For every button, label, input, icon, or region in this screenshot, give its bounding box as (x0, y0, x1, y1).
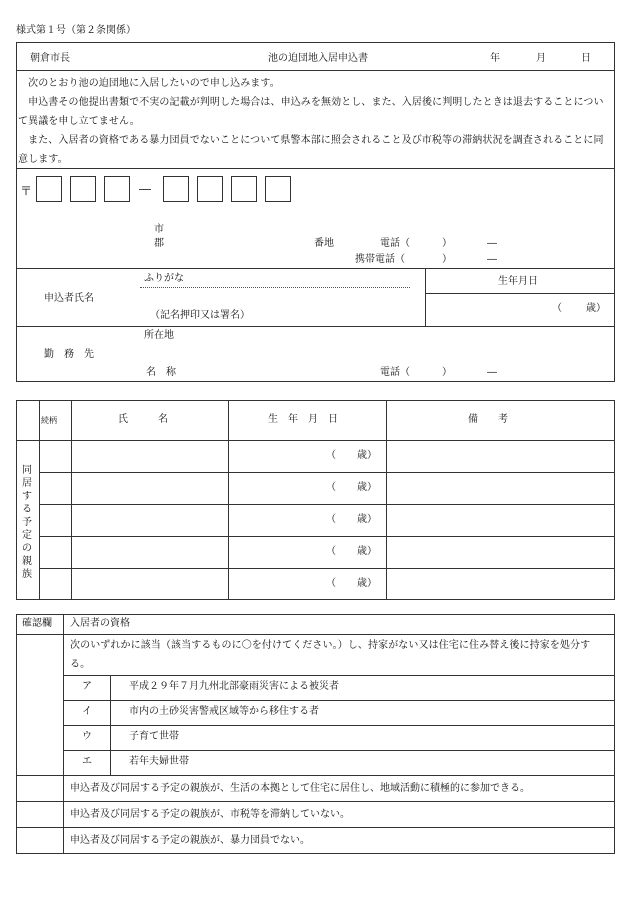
city-label: 市 (154, 224, 164, 235)
postal-digit-5[interactable] (197, 176, 223, 202)
postal-digit-2[interactable] (70, 176, 96, 202)
header-birthdate: 生 年 月 日 (268, 414, 338, 425)
family-side-label: 同居する予定の親族 (22, 465, 32, 580)
workplace-phone-label: 電話（ (380, 367, 410, 378)
option-mark: ウ (82, 731, 92, 742)
family-age-label: 歳） (357, 578, 377, 589)
phone-dash: ― (487, 238, 497, 249)
mobile-dash: ― (487, 254, 497, 265)
family-age-open: （ (326, 578, 336, 589)
option-mark: ア (82, 681, 92, 692)
date-year-label: 年 (490, 53, 500, 64)
family-age-label: 歳） (357, 514, 377, 525)
mobile-close: ） (442, 254, 452, 265)
furigana-label: ふりがな (144, 273, 184, 284)
condition-residence: 申込者及び同居する予定の親族が、生活の本拠として住宅に居住し、地域活動に積極的に参加できる。 (70, 783, 530, 794)
workplace-name-label: 名 称 (146, 367, 176, 378)
qualification-header: 入居者の資格 (70, 618, 130, 629)
option-text: 市内の土砂災害警戒区域等から移住する者 (129, 706, 319, 717)
form-title: 池の迫団地入居申込書 (268, 53, 368, 64)
workplace-label: 勤 務 先 (44, 349, 94, 360)
postal-digit-6[interactable] (231, 176, 257, 202)
family-age-open: （ (326, 450, 336, 461)
option-mark: イ (82, 706, 92, 717)
check-column-header: 確認欄 (22, 618, 52, 629)
date-month-label: 月 (536, 53, 546, 64)
workplace-phone-close: ） (442, 367, 452, 378)
applicant-age-label: 歳） (586, 303, 606, 314)
date-day-label: 日 (581, 53, 591, 64)
applicant-age-open: （ (552, 303, 562, 314)
workplace-location-label: 所在地 (144, 330, 174, 341)
seal-note: （記名押印又は署名） (150, 310, 250, 321)
postal-mark: 〒 (20, 184, 33, 198)
family-age-label: 歳） (357, 482, 377, 493)
postal-digit-3[interactable] (104, 176, 130, 202)
declaration-line-2: 申込書その他提出書類で不実の記載が判明した場合は、申込みを無効とし、また、入居後に判明したときは退去することについて異議を申し立てません。 (18, 97, 604, 127)
condition-no-tax-arrears: 申込者及び同居する予定の親族が、市税等を滞納していない。 (70, 809, 350, 820)
condition-no-gang-member: 申込者及び同居する予定の親族が、暴力団員でない。 (70, 835, 310, 846)
county-label: 郡 (154, 238, 164, 249)
option-text: 子育て世帯 (129, 731, 179, 742)
phone-label: 電話（ (380, 238, 410, 249)
postal-digit-1[interactable] (36, 176, 62, 202)
mobile-label: 携帯電話（ (355, 254, 405, 265)
family-age-label: 歳） (357, 546, 377, 557)
family-age-open: （ (326, 482, 336, 493)
family-age-label: 歳） (357, 450, 377, 461)
option-text: 若年夫婦世帯 (129, 756, 189, 767)
birthdate-label: 生年月日 (498, 276, 538, 287)
header-relation: 続柄 (41, 416, 57, 425)
option-mark: エ (82, 756, 92, 767)
qualification-intro: 次のいずれかに該当（該当するものに〇を付けてください。）し、持家がない又は住宅に住み替え後に持家を処分する。 (70, 640, 591, 670)
declaration-line-3: また、入居者の資格である暴力団員でないことについて県警本部に照会されること及び市税等の滞納状況を調査されることに同意します。 (18, 135, 604, 165)
declaration-line-1: 次のとおり池の迫団地に入居したいので申し込みます。 (28, 78, 280, 89)
postal-digit-7[interactable] (265, 176, 291, 202)
option-text: 平成２９年７月九州北部豪雨災害による被災者 (129, 681, 339, 692)
declaration (18, 74, 612, 169)
header-name: 氏 名 (118, 414, 168, 425)
family-age-open: （ (326, 514, 336, 525)
header-remarks: 備 考 (468, 414, 508, 425)
form-number-label: 様式第１号（第２条関係） (16, 25, 136, 36)
addressee: 朝倉市長 (30, 53, 70, 64)
postal-dash: ― (139, 182, 151, 196)
family-age-open: （ (326, 546, 336, 557)
family-table (16, 400, 615, 600)
applicant-name-label: 申込者氏名 (44, 293, 94, 304)
postal-digit-4[interactable] (163, 176, 189, 202)
workplace-phone-dash: ― (487, 367, 497, 378)
phone-close: ） (442, 238, 452, 249)
banchi-label: 番地 (314, 238, 334, 249)
